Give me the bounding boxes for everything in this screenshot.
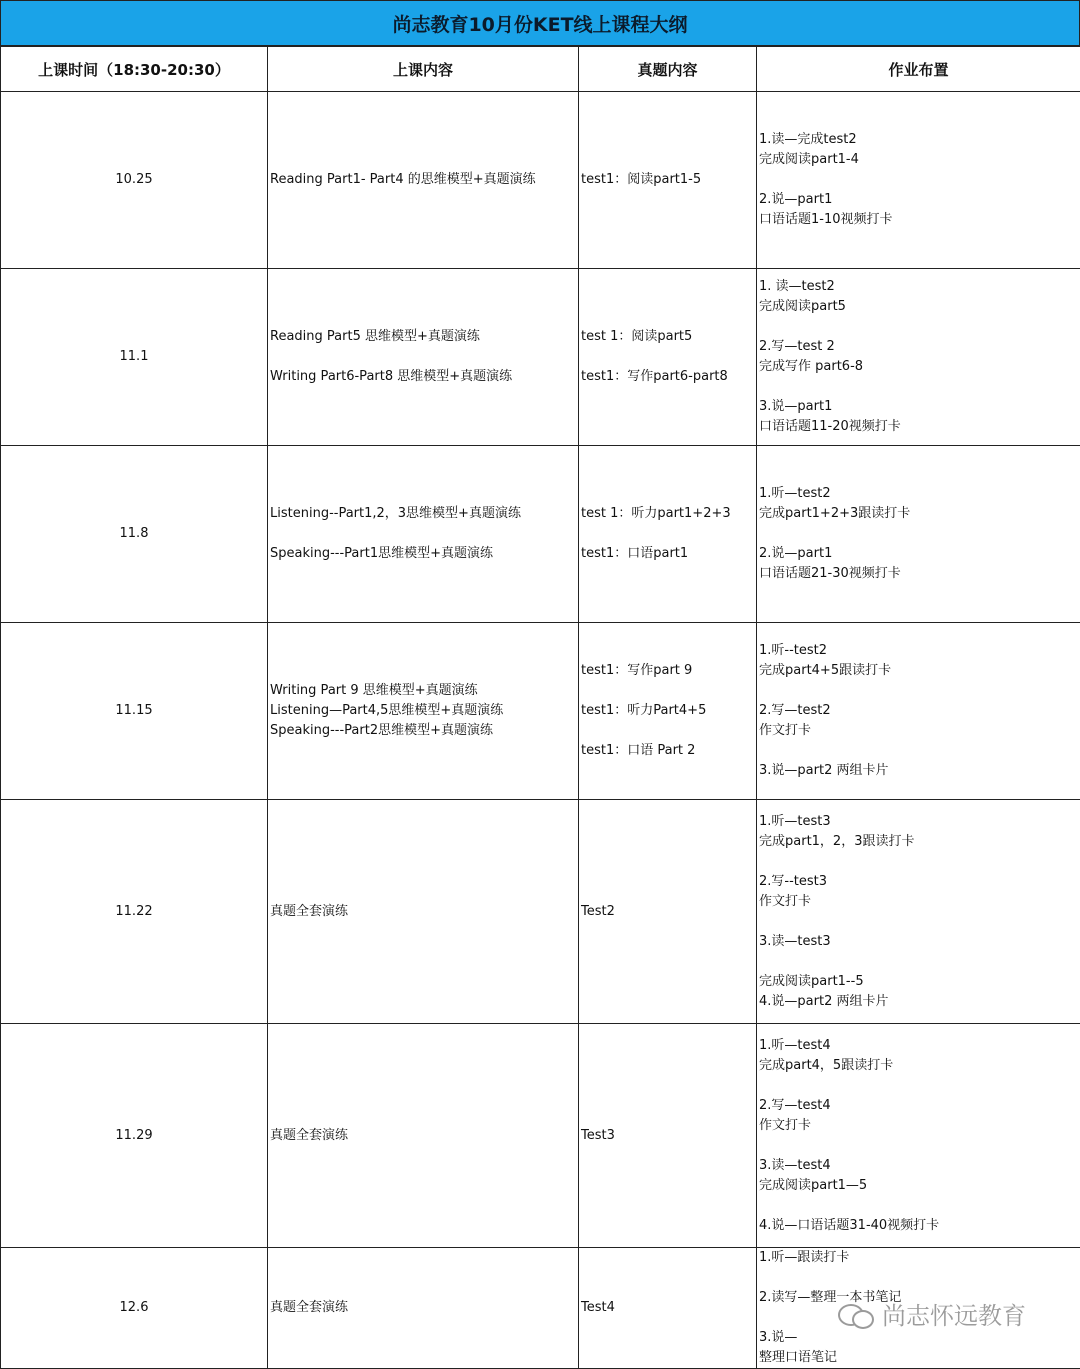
table-row	[1, 92, 1080, 269]
cell-homework	[757, 800, 1080, 1024]
cell-line: 1.听—test4	[759, 1036, 1080, 1056]
cell-line: test1：口语part1	[581, 544, 756, 564]
cell-line: 1.听—跟读打卡	[759, 1248, 1080, 1268]
cell-line: 完成part4，5跟读打卡	[759, 1056, 1080, 1076]
table-row	[1, 269, 1080, 446]
cell-line: 完成写作 part6-8	[759, 357, 1080, 377]
cell-line	[759, 681, 1080, 701]
cell-content	[268, 1248, 579, 1369]
cell-line	[759, 1268, 1080, 1288]
cell-line: 完成part1+2+3跟读打卡	[759, 504, 1080, 524]
cell-line: 3.说—part1	[759, 397, 1080, 417]
cell-line: test1：写作part 9	[581, 661, 756, 681]
cell-homework	[757, 1024, 1080, 1248]
cell-content	[268, 446, 579, 623]
cell-line: 1.读—完成test2	[759, 130, 1080, 150]
wechat-icon	[838, 1300, 874, 1328]
cell-line: 完成part4+5跟读打卡	[759, 661, 1080, 681]
cell-exam	[579, 1024, 757, 1248]
cell-content	[268, 92, 579, 269]
cell-date: 11.29	[1, 1024, 268, 1248]
cell-content	[268, 1024, 579, 1248]
cell-date: 12.6	[1, 1248, 268, 1369]
cell-line: Test3	[581, 1126, 756, 1146]
cell-line: 真题全套演练	[270, 902, 578, 922]
watermark-text: 尚志怀远教育	[882, 1296, 1026, 1331]
cell-line: 1.听—test3	[759, 812, 1080, 832]
cell-homework	[757, 269, 1080, 446]
cell-line: 作文打卡	[759, 721, 1080, 741]
header-homework: 作业布置	[757, 47, 1080, 92]
cell-line	[270, 347, 578, 367]
cell-line: 2.说—part1	[759, 190, 1080, 210]
cell-line: 完成part1，2，3跟读打卡	[759, 832, 1080, 852]
cell-line	[759, 741, 1080, 761]
cell-line	[581, 681, 756, 701]
cell-line: Writing Part 9 思维模型+真题演练	[270, 681, 578, 701]
cell-line	[581, 524, 756, 544]
cell-line: Writing Part6-Part8 思维模型+真题演练	[270, 367, 578, 387]
cell-line: 作文打卡	[759, 892, 1080, 912]
cell-line: Reading Part5 思维模型+真题演练	[270, 327, 578, 347]
cell-line: Speaking---Part2思维模型+真题演练	[270, 721, 578, 741]
header-time: 上课时间（18:30-20:30）	[1, 47, 268, 92]
cell-line: 3.读—test3	[759, 932, 1080, 952]
cell-line: test1：听力Part4+5	[581, 701, 756, 721]
cell-content	[268, 269, 579, 446]
page-title: 尚志教育10月份KET线上课程大纲	[0, 0, 1080, 46]
cell-exam	[579, 800, 757, 1024]
course-table	[0, 46, 1080, 1369]
cell-line	[759, 852, 1080, 872]
cell-line	[759, 170, 1080, 190]
cell-content	[268, 800, 579, 1024]
cell-line: 3.读—test4	[759, 1156, 1080, 1176]
cell-exam	[579, 269, 757, 446]
cell-line: 2.读写—整理一本书笔记	[759, 1288, 1080, 1308]
cell-line: 3.说—	[759, 1328, 1080, 1348]
cell-date: 11.15	[1, 623, 268, 800]
cell-line: 整理口语笔记	[759, 1348, 1080, 1368]
table-header-row	[1, 47, 1080, 92]
table-row	[1, 800, 1080, 1024]
cell-date: 11.1	[1, 269, 268, 446]
cell-date: 10.25	[1, 92, 268, 269]
cell-line	[759, 317, 1080, 337]
cell-line: 4.说—口语话题31-40视频打卡	[759, 1216, 1080, 1236]
cell-line	[759, 952, 1080, 972]
cell-line: 完成阅读part1-4	[759, 150, 1080, 170]
cell-line: Test4	[581, 1298, 756, 1318]
cell-line: 完成阅读part1--5	[759, 972, 1080, 992]
cell-line: 真题全套演练	[270, 1126, 578, 1146]
cell-line: 1.听--test2	[759, 641, 1080, 661]
cell-line: test1：口语 Part 2	[581, 741, 756, 761]
cell-content	[268, 623, 579, 800]
cell-line: 口语话题21-30视频打卡	[759, 564, 1080, 584]
cell-homework	[757, 623, 1080, 800]
cell-line	[759, 1076, 1080, 1096]
table-row	[1, 623, 1080, 800]
table-row	[1, 446, 1080, 623]
cell-line: 2.写—test4	[759, 1096, 1080, 1116]
cell-exam	[579, 446, 757, 623]
cell-homework	[757, 92, 1080, 269]
cell-line: test1：写作part6-part8	[581, 367, 756, 387]
cell-line	[759, 377, 1080, 397]
cell-line: 作文打卡	[759, 1116, 1080, 1136]
cell-line	[759, 524, 1080, 544]
cell-line	[759, 912, 1080, 932]
cell-line: 2.写--test3	[759, 872, 1080, 892]
cell-line: 2.写—test2	[759, 701, 1080, 721]
cell-line	[759, 1136, 1080, 1156]
cell-line: Reading Part1- Part4 的思维模型+真题演练	[270, 170, 578, 190]
cell-line: 2.写—test 2	[759, 337, 1080, 357]
cell-line: test 1：听力part1+2+3	[581, 504, 756, 524]
cell-line: 2.说—part1	[759, 544, 1080, 564]
cell-line: 1.听—test2	[759, 484, 1080, 504]
cell-line: Speaking---Part1思维模型+真题演练	[270, 544, 578, 564]
cell-line: 3.说—part2 两组卡片	[759, 761, 1080, 781]
cell-line	[581, 347, 756, 367]
cell-line: 完成阅读part5	[759, 297, 1080, 317]
cell-line: 4.说—part2 两组卡片	[759, 992, 1080, 1012]
cell-line: 真题全套演练	[270, 1298, 578, 1318]
header-exam: 真题内容	[579, 47, 757, 92]
cell-date: 11.22	[1, 800, 268, 1024]
cell-line: Listening—Part4,5思维模型+真题演练	[270, 701, 578, 721]
cell-line: 完成阅读part1—5	[759, 1176, 1080, 1196]
cell-date: 11.8	[1, 446, 268, 623]
cell-exam	[579, 623, 757, 800]
cell-line: test1：阅读part1-5	[581, 170, 756, 190]
cell-line: 1. 读—test2	[759, 277, 1080, 297]
cell-line: Listening--Part1,2，3思维模型+真题演练	[270, 504, 578, 524]
cell-exam	[579, 1248, 757, 1369]
table-row	[1, 1024, 1080, 1248]
cell-line: 口语话题1-10视频打卡	[759, 210, 1080, 230]
header-content: 上课内容	[268, 47, 579, 92]
cell-line	[759, 1196, 1080, 1216]
cell-line: Test2	[581, 902, 756, 922]
cell-exam	[579, 92, 757, 269]
cell-line	[270, 524, 578, 544]
cell-line: test 1：阅读part5	[581, 327, 756, 347]
cell-line	[581, 721, 756, 741]
watermark	[838, 1296, 1026, 1331]
cell-homework	[757, 446, 1080, 623]
cell-line: 口语话题11-20视频打卡	[759, 417, 1080, 437]
